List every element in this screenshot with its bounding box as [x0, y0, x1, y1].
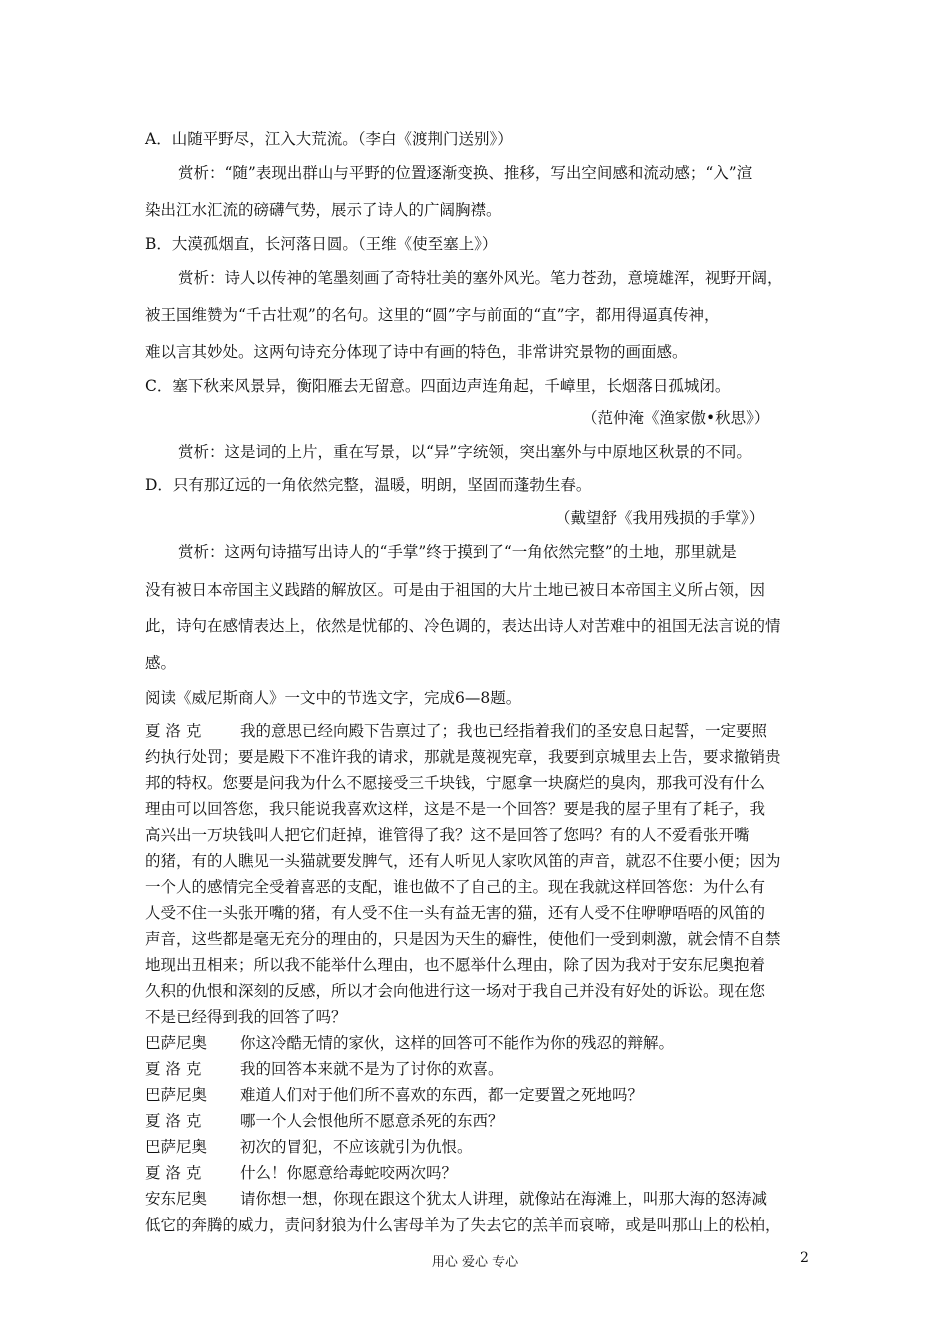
speaker-name: 巴萨尼奥	[145, 1086, 208, 1104]
dialogue-line	[145, 1031, 674, 1053]
analysis-b-line-1: 赏析：诗人以传神的笔墨刻画了奇特壮美的塞外风光。笔力苍劲，意境雄浑，视野开阔，	[178, 269, 783, 287]
dialogue-line	[145, 1135, 473, 1157]
speech-line: 低它的奔腾的威力，责问豺狼为什么害母羊为了失去它的羔羊而哀啼，或是叫那山上的松柏，	[145, 1216, 781, 1234]
dialogue-line	[145, 1161, 457, 1183]
speech-text: 初次的冒犯，不应该就引为仇恨。	[240, 1138, 473, 1156]
speech-text: 哪一个人会恨他所不愿意杀死的东西？	[240, 1112, 504, 1130]
analysis-d-line-1: 赏析：这两句诗描写出诗人的“手掌”终于摸到了“一角依然完整”的土地，那里就是	[178, 543, 737, 561]
speech-line: 一个人的感情完全受着喜恶的支配，谁也做不了自己的主。现在我就这样回答您：为什么有	[145, 878, 766, 896]
source-c: （范仲淹《渔家傲•秋思》）	[582, 409, 770, 427]
speech-line: 约执行处罚；要是殿下不准许我的请求，那就是蔑视宪章，我要到京城里去上告，要求撤销贵	[145, 748, 781, 766]
page-number: 2	[800, 1250, 809, 1266]
analysis-d-line-4: 感。	[145, 654, 177, 672]
speaker-name: 巴萨尼奥	[145, 1034, 208, 1052]
speech-text: 什么！你愿意给毒蛇咬两次吗？	[240, 1164, 458, 1182]
dialogue-line	[145, 1083, 643, 1105]
speaker-name: 夏 洛 克	[145, 722, 202, 740]
analysis-b-line-2: 被王国维赞为“千古壮观”的名句。这里的“圆”字与前面的“直”字，都用得逼真传神，	[145, 306, 720, 324]
option-d: D．只有那辽远的一角依然完整，温暖，明朗，坚固而蓬勃生春。	[145, 476, 592, 494]
speech-text: 请你想一想，你现在跟这个犹太人讲理，就像站在海滩上，叫那大海的怒涛减	[240, 1190, 768, 1208]
speech-text: 我的回答本来就不是为了讨你的欢喜。	[240, 1060, 504, 1078]
speech-text: 我的意思已经向殿下告禀过了；我也已经指着我们的圣安息日起誓，一定要照	[240, 722, 768, 740]
speech-line: 地现出丑相来；所以我不能举什么理由，也不愿举什么理由，除了因为我对于安东尼奥抱着	[145, 956, 766, 974]
speech-line: 人受不住一头张开嘴的猪，有人受不住一头有益无害的猫，还有人受不住咿咿唔唔的风笛的	[145, 904, 766, 922]
analysis-a-line-1: 赏析：“随”表现出群山与平野的位置逐渐变换、推移，写出空间感和流动感；“入”渲	[178, 164, 753, 182]
analysis-b-line-3: 难以言其妙处。这两句诗充分体现了诗中有画的特色，非常讲究景物的画面感。	[145, 343, 688, 361]
option-c: C．塞下秋来风景异，衡阳雁去无留意。四面边声连角起，千嶂里，长烟落日孤城闭。	[145, 377, 731, 395]
dialogue-line	[145, 1109, 504, 1131]
speaker-name: 安东尼奥	[145, 1190, 208, 1208]
speech-line: 久积的仇恨和深刻的反感，所以才会向他进行这一场对于我自己并没有好处的诉讼。现在您	[145, 982, 766, 1000]
speaker-name: 巴萨尼奥	[145, 1138, 208, 1156]
analysis-d-line-3: 此，诗句在感情表达上，依然是忧郁的、冷色调的，表达出诗人对苦难中的祖国无法言说的情	[145, 617, 781, 635]
dialogue-line	[145, 1057, 504, 1079]
speaker-name: 夏 洛 克	[145, 1164, 202, 1182]
speech-line: 邦的特权。您要是问我为什么不愿接受三千块钱，宁愿拿一块腐烂的臭肉，那我可没有什么	[145, 774, 766, 792]
dialogue-line	[145, 719, 767, 741]
speaker-name: 夏 洛 克	[145, 1060, 202, 1078]
reading-instruction: 阅读《威尼斯商人》一文中的节选文字，完成6—8题。	[145, 689, 522, 707]
speech-line: 的猪，有的人瞧见一头猫就要发脾气，还有人听见人家吹风笛的声音，就忍不住要小便；因为	[145, 852, 781, 870]
analysis-d-line-2: 没有被日本帝国主义践踏的解放区。可是由于祖国的大片土地已被日本帝国主义所占领，因	[145, 581, 766, 599]
footer-slogan: 用心 爱心 专心	[431, 1255, 519, 1270]
speech-line: 不是已经得到我的回答了吗？	[145, 1008, 347, 1026]
speech-text: 难道人们对于他们所不喜欢的东西，都一定要置之死地吗？	[240, 1086, 644, 1104]
speech-text: 你这冷酷无情的家伙，这样的回答可不能作为你的残忍的辩解。	[240, 1034, 675, 1052]
speaker-name: 夏 洛 克	[145, 1112, 202, 1130]
dialogue-line	[145, 1187, 767, 1209]
speech-line: 理由可以回答您，我只能说我喜欢这样，这是不是一个回答？要是我的屋子里有了耗子，我	[145, 800, 766, 818]
analysis-c: 赏析：这是词的上片，重在写景，以“异”字统领，突出塞外与中原地区秋景的不同。	[178, 443, 752, 461]
speech-line: 高兴出一万块钱叫人把它们赶掉，谁管得了我？这不是回答了您吗？有的人不爱看张开嘴	[145, 826, 750, 844]
analysis-a-line-2: 染出江水汇流的磅礴气势，展示了诗人的广阔胸襟。	[145, 201, 502, 219]
option-b: B．大漠孤烟直，长河落日圆。（王维《使至塞上》）	[145, 235, 498, 253]
speech-line: 声音，这些都是毫无充分的理由的，只是因为天生的癖性，使他们一受到刺激，就会情不自禁	[145, 930, 781, 948]
source-d: （戴望舒《我用残损的手掌》）	[555, 509, 765, 527]
option-a: A．山随平野尽，江入大荒流。（李白《渡荆门送别》）	[145, 130, 513, 148]
